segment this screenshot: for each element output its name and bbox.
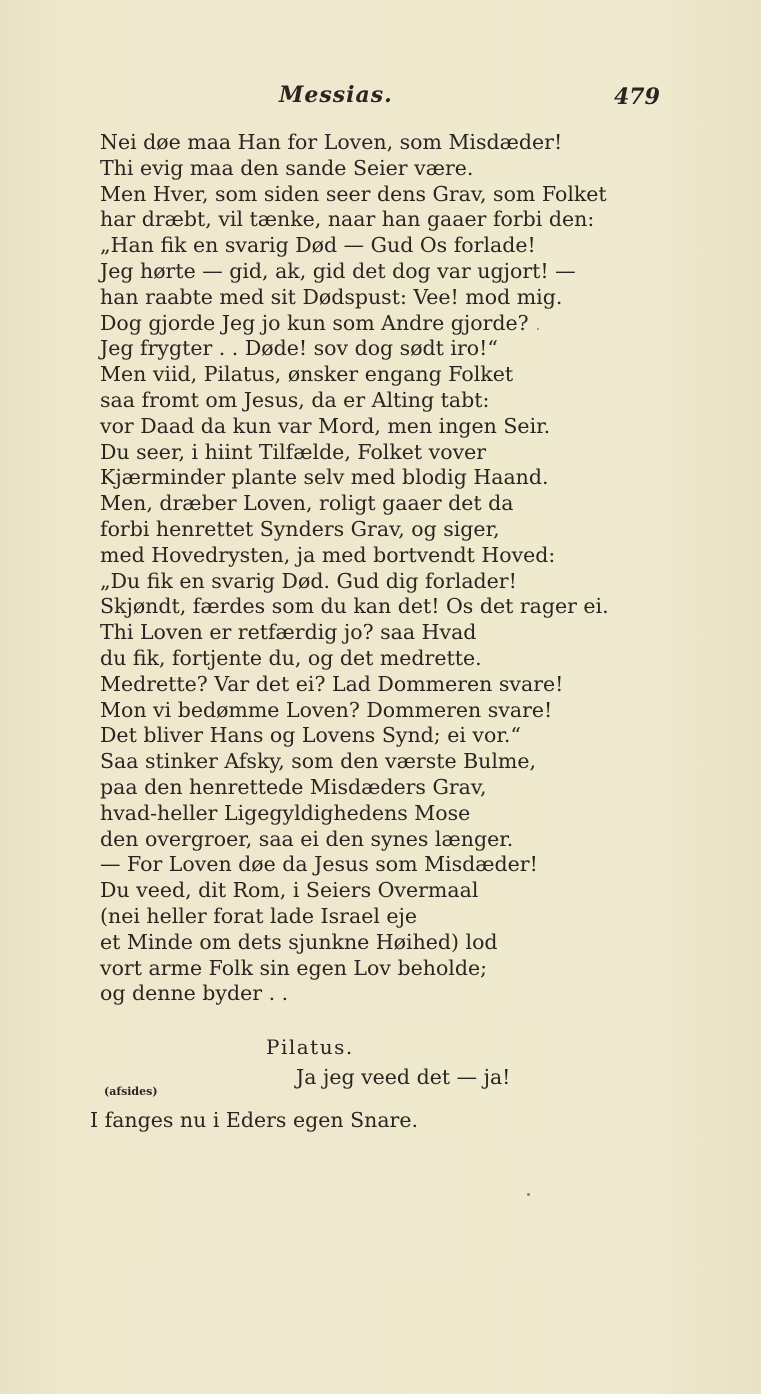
verse-line: Thi evig maa den sande Seier være.	[100, 155, 474, 180]
verse-line: Du seer, i hiint Tilfælde, Folket vover	[100, 439, 487, 464]
verse-line: Jeg hørte — gid, ak, gid det dog var ugjort! —	[100, 258, 576, 283]
verse-line: — For Loven døe da Jesus som Misdæder!	[100, 852, 538, 877]
verse-line: du fik, fortjente du, og det medrette.	[100, 645, 482, 670]
verse-line: Men Hver, som siden seer dens Grav, som Folket	[100, 181, 607, 206]
verse-line: et Minde om dets sjunkne Høihed) lod	[100, 929, 498, 954]
verse-line: Mon vi bedømme Loven? Dommeren svare!	[100, 697, 553, 722]
verse-line: den overgroer, saa ei den synes længer.	[100, 826, 514, 851]
verse-line: hvad-heller Ligegyldighedens Mose	[100, 800, 471, 825]
verse-line: og denne byder . .	[100, 981, 289, 1006]
verse-line: Jeg frygter . . Døde! sov dog sødt iro!“	[100, 336, 498, 361]
verse-line: saa fromt om Jesus, da er Alting tabt:	[100, 387, 490, 412]
verse-line: Det bliver Hans og Lovens Synd; ei vor.“	[100, 723, 521, 748]
verse-line: „Han fik en svarig Død — Gud Os forlade!	[100, 233, 536, 258]
verse-line: med Hovedrysten, ja med bortvendt Hoved:	[100, 542, 556, 567]
paper-speck	[527, 1193, 530, 1196]
verse-line: „Du fik en svarig Død. Gud dig forlader!	[100, 568, 517, 593]
stage-direction: (afsides)	[104, 1085, 158, 1098]
verse-line: vor Daad da kun var Mord, men ingen Seir.	[100, 413, 551, 438]
verse-line: Saa stinker Afsky, som den værste Bulme,	[100, 749, 537, 774]
final-line: I fanges nu i Eders egen Snare.	[90, 1108, 418, 1132]
paper-speck	[537, 328, 539, 330]
speaker-name: Pilatus.	[266, 1035, 354, 1059]
verse-line: forbi henrettet Synders Grav, og siger,	[100, 516, 500, 541]
running-title: Messias.	[279, 82, 393, 108]
verse-line: Dog gjorde Jeg jo kun som Andre gjorde?	[100, 310, 529, 335]
verse-line: Medrette? Var det ei? Lad Dommeren svare!	[100, 671, 564, 696]
verse-line: Men viid, Pilatus, ønsker engang Folket	[100, 362, 514, 387]
verse-line: har dræbt, vil tænke, naar han gaaer forbi den:	[100, 207, 595, 232]
verse-line: Thi Loven er retfærdig jo? saa Hvad	[100, 620, 477, 645]
aside-line: Ja jeg veed det — ja!	[296, 1065, 511, 1089]
verse-line: Du veed, dit Rom, i Seiers Overmaal	[100, 878, 479, 903]
verse-block	[100, 130, 640, 1007]
verse-line: paa den henrettede Misdæders Grav,	[100, 774, 487, 799]
verse-line: Men, dræber Loven, roligt gaaer det da	[100, 491, 514, 516]
verse-line: Kjærminder plante selv med blodig Haand.	[100, 465, 549, 490]
page-number: 479	[614, 84, 660, 110]
verse-line: vort arme Folk sin egen Lov beholde;	[100, 955, 487, 980]
verse-line: Nei døe maa Han for Loven, som Misdæder!	[100, 130, 563, 154]
verse-line: (nei heller forat lade Israel eje	[100, 903, 418, 928]
verse-line: Skjøndt, færdes som du kan det! Os det rager ei.	[100, 594, 609, 619]
verse-line: han raabte med sit Dødspust: Vee! mod mig.	[100, 284, 563, 309]
